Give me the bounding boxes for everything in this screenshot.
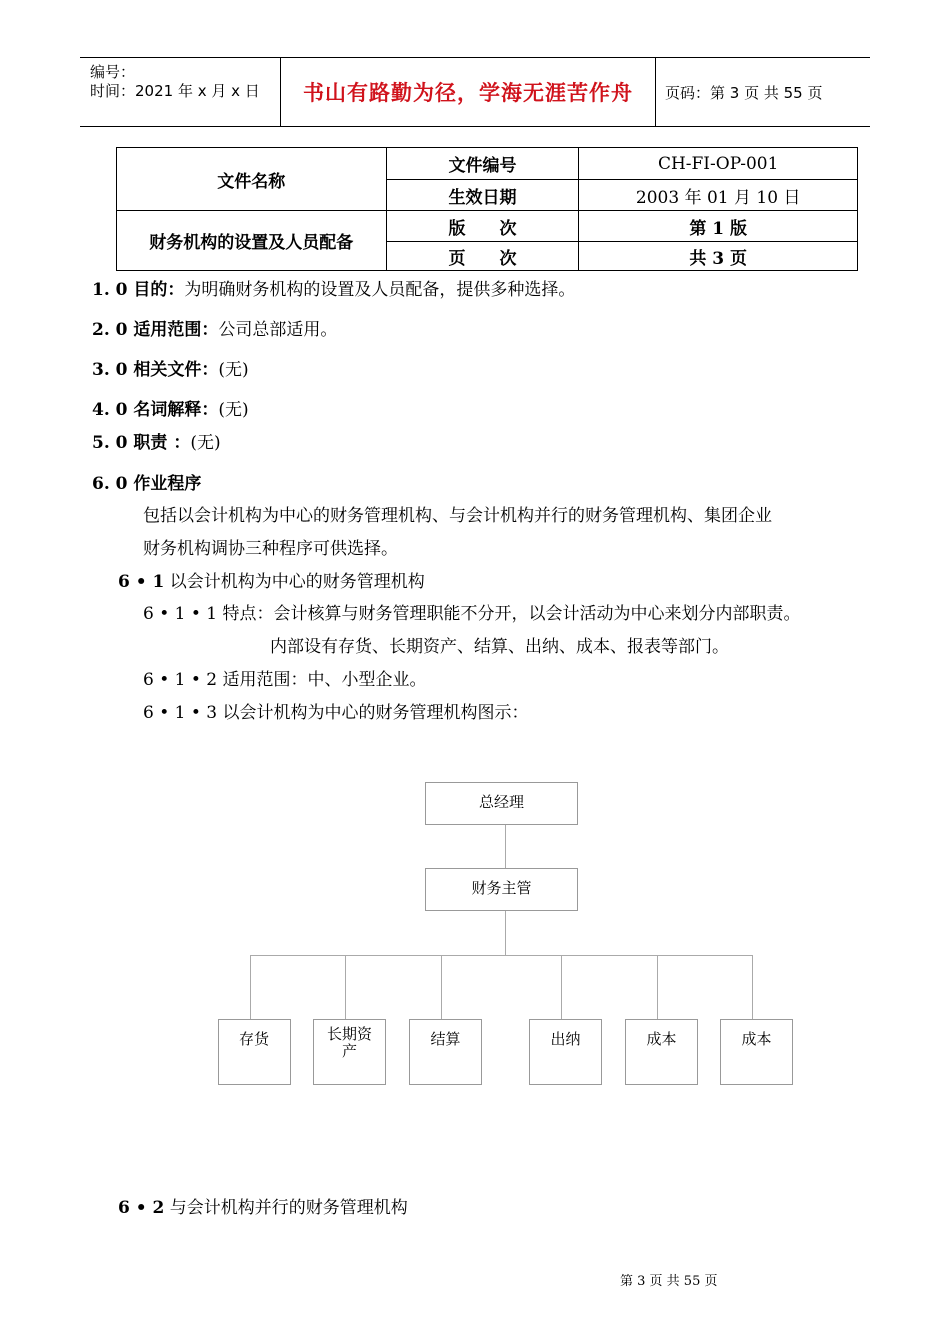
pages-label: 页 次: [386, 242, 579, 271]
section-6-heading: 6. 0 作业程序: [92, 474, 202, 494]
org-connector-top: [505, 825, 506, 868]
version-value: 第 1 版: [579, 211, 858, 242]
section-2: [92, 315, 337, 340]
header-motto-cell: [280, 58, 656, 126]
doc-info-table: [116, 147, 858, 271]
org-connector-branch: [250, 955, 251, 1019]
org-dept-label-line2: 产: [341, 1042, 357, 1060]
header-meta: [80, 58, 280, 126]
motto: 书山有路勤为径，学海无涯苦作舟: [303, 80, 633, 105]
file-no-value: CH-FI-OP-001: [579, 148, 858, 180]
section-6-text-line1: 包括以会计机构为中心的财务管理机构、与会计机构并行的财务管理机构、集团企业: [143, 506, 772, 526]
header-page-cell: [655, 58, 870, 126]
file-name-label: 文件名称: [117, 148, 387, 211]
section-3-heading: 3. 0 相关文件：: [92, 360, 219, 380]
org-dept-label-line1: 长期资: [326, 1025, 372, 1043]
org-connector-branch: [441, 955, 442, 1019]
section-3: [92, 355, 249, 380]
page-footer: 第 3 页 共 55 页: [620, 1274, 718, 1289]
section-5: [92, 428, 221, 453]
section-6-2: [118, 1193, 408, 1218]
org-box-dept: 出纳: [529, 1019, 602, 1085]
section-3-text: (无): [218, 360, 249, 380]
org-connector-horizontal: [250, 955, 753, 956]
section-4-text: (无): [218, 400, 249, 420]
org-connector-branch: [657, 955, 658, 1019]
effective-value: 2003 年 01 月 10 日: [579, 180, 858, 211]
org-box-dept: 存货: [218, 1019, 291, 1085]
section-4: [92, 395, 249, 420]
org-connector-branch: [561, 955, 562, 1019]
section-6-1-text: 以会计机构为中心的财务管理机构: [169, 572, 425, 592]
page-header: [80, 57, 870, 127]
page-code: 页码：第 3 页 共 55 页: [665, 83, 823, 102]
org-box-finance-head: 财务主管: [425, 868, 578, 911]
org-connector-branch: [345, 955, 346, 1019]
version-label: 版 次: [386, 211, 579, 242]
org-box-dept: 成本: [625, 1019, 698, 1085]
file-name-value: 财务机构的设置及人员配备: [117, 211, 387, 271]
section-6-1: [118, 567, 425, 592]
section-6-1-2: 6 • 1 • 2 适用范围：中、小型企业。: [143, 670, 427, 690]
section-6-1-number: 6 • 1: [118, 572, 165, 592]
org-box-dept: [313, 1019, 386, 1085]
section-1: [92, 275, 575, 300]
section-6-1-1: 6 • 1 • 1 特点：会计核算与财务管理职能不分开，以会计活动为中心来划分内部职责。: [143, 604, 801, 624]
section-5-text: (无): [190, 433, 221, 453]
section-1-text: 为明确财务机构的设置及人员配备，提供多种选择。: [184, 280, 576, 300]
org-connector-mid: [505, 911, 506, 955]
section-6-2-text: 与会计机构并行的财务管理机构: [169, 1198, 408, 1218]
section-4-heading: 4. 0 名词解释：: [92, 400, 219, 420]
section-6-1-3: 6 • 1 • 3 以会计机构为中心的财务管理机构图示：: [143, 703, 529, 723]
effective-label: 生效日期: [386, 180, 579, 211]
org-connector-branch: [752, 955, 753, 1019]
org-box-general-manager: 总经理: [425, 782, 578, 825]
section-6-text-line2: 财务机构调协三种程序可供选择。: [143, 539, 398, 559]
file-no-label: 文件编号: [386, 148, 579, 180]
section-6-2-number: 6 • 2: [118, 1198, 165, 1218]
section-6-1-1-cont: 内部设有存货、长期资产、结算、出纳、成本、报表等部门。: [270, 637, 729, 657]
section-1-heading: 1. 0 目的：: [92, 280, 185, 300]
pages-value: 共 3 页: [579, 242, 858, 271]
section-5-heading: 5. 0 职责 ：: [92, 433, 191, 453]
org-box-dept: 成本: [720, 1019, 793, 1085]
section-2-text: 公司总部适用。: [218, 320, 338, 340]
section-2-heading: 2. 0 适用范围：: [92, 320, 219, 340]
number-label: 编号：: [90, 63, 136, 81]
org-box-dept: 结算: [409, 1019, 482, 1085]
time-label: 时间：2021 年 x 月 x 日: [90, 82, 260, 100]
